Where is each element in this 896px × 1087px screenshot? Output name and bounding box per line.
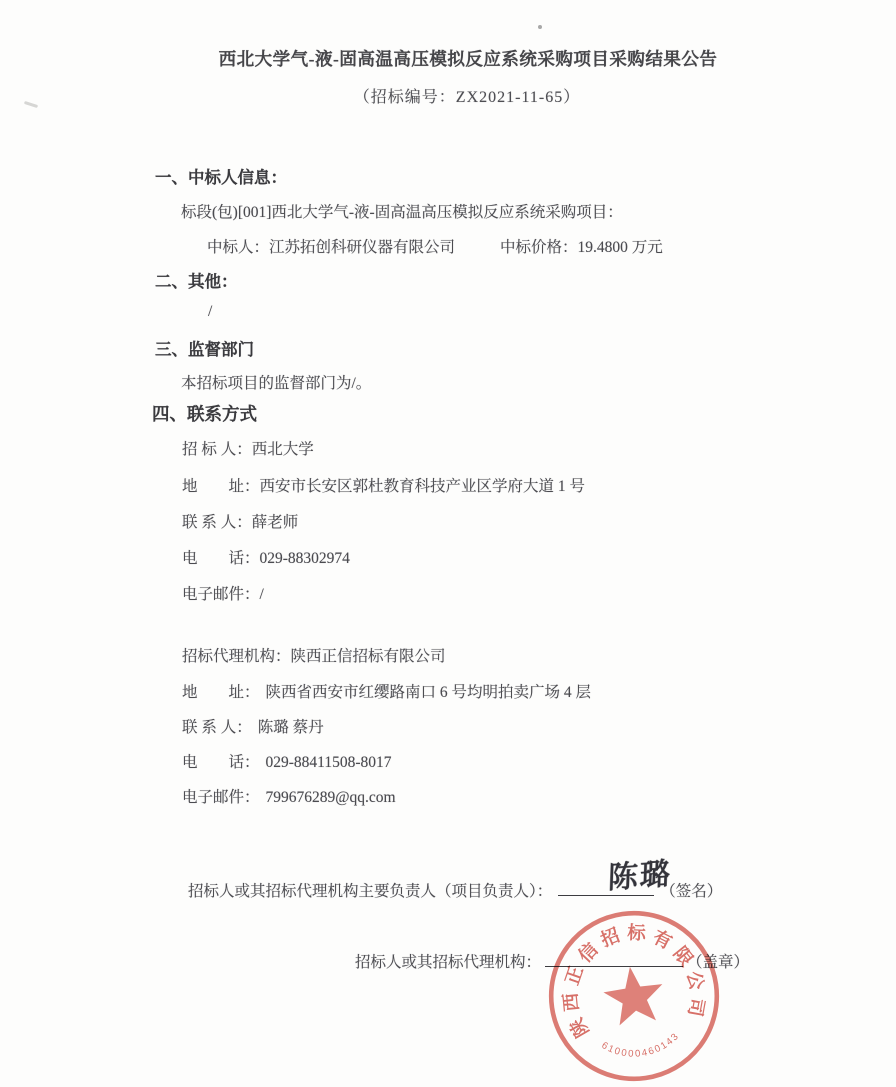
agency-name: 陕西正信招标有限公司 [290,648,446,665]
winner-line [207,235,663,257]
seal-suffix: （盖章） [687,954,750,971]
field-label: 联 系 人： [182,719,252,736]
winner-value: 江苏拓创科研仪器有限公司 [269,239,456,256]
lot-line: 标段(包)[001]西北大学气-液-固高温高压模拟反应系统采购项目： [181,204,623,221]
field-label: 电子邮件： [182,586,260,603]
document-title: 西北大学气-液-固高温高压模拟反应系统采购项目采购结果公告 [218,49,718,69]
field-value: 029-88302974 [259,550,350,567]
section4-heading: 四、联系方式 [152,404,257,424]
section1-heading: 一、中标人信息： [155,169,287,187]
tender-number: （招标编号：ZX2021-11-65） [353,89,581,106]
agency-row [182,680,591,702]
signature-suffix: （签名） [660,883,723,900]
field-label: 地 址： [182,684,260,701]
field-value: 799676289@qq.com [265,789,396,806]
tenderer-row [182,474,585,496]
seal-number-text: 610000460143 [599,1030,682,1060]
agency-row [182,644,446,666]
section2-content: / [208,303,213,320]
tenderer-row [182,510,298,532]
org-label: 招标人或其招标代理机构： [355,954,542,971]
svg-text:610000460143 [598,1029,684,1065]
section3-content: 本招标项目的监督部门为/。 [181,375,372,392]
field-value: 陈璐 蔡丹 [257,719,324,736]
agency-row [182,785,396,807]
field-value: 029-88411508-8017 [265,754,392,771]
field-label: 联 系 人： [182,514,252,531]
field-value: 陕西省西安市红缨路南口 6 号均明拍卖广场 4 层 [265,684,592,701]
scan-speck [538,25,542,29]
tenderer-row [182,546,350,568]
seal-star-icon [600,963,667,1027]
field-value: 薛老师 [251,514,299,531]
agency-row [182,750,392,772]
section3-heading: 三、监督部门 [155,341,254,359]
tenderer-row [182,582,264,604]
winner-label: 中标人： [207,239,270,256]
section2-heading: 二、其他： [155,273,238,291]
company-seal-graphic [542,904,726,1087]
price-label: 中标价格： [500,239,578,256]
price-value: 19.4800 万元 [577,239,663,256]
seal-company-text: 陕西正信招标有限公司 [559,921,709,1042]
field-label: 电子邮件： [182,789,260,806]
field-label: 电 话： [182,550,260,567]
field-label: 招 标 人： [182,441,252,458]
handwritten-signature: 陈璐 [607,857,673,896]
field-label: 电 话： [182,754,260,771]
field-value: 西北大学 [251,441,314,458]
tenderer-row [182,437,314,459]
agency-label: 招标代理机构： [182,648,291,665]
company-seal [542,904,726,1087]
field-label: 地 址： [182,478,260,495]
field-value: / [259,586,264,603]
responsible-label: 招标人或其招标代理机构主要负责人（项目负责人）： [188,883,553,900]
agency-row [182,715,324,737]
field-value: 西安市长安区郭杜教育科技产业区学府大道 1 号 [259,478,586,495]
